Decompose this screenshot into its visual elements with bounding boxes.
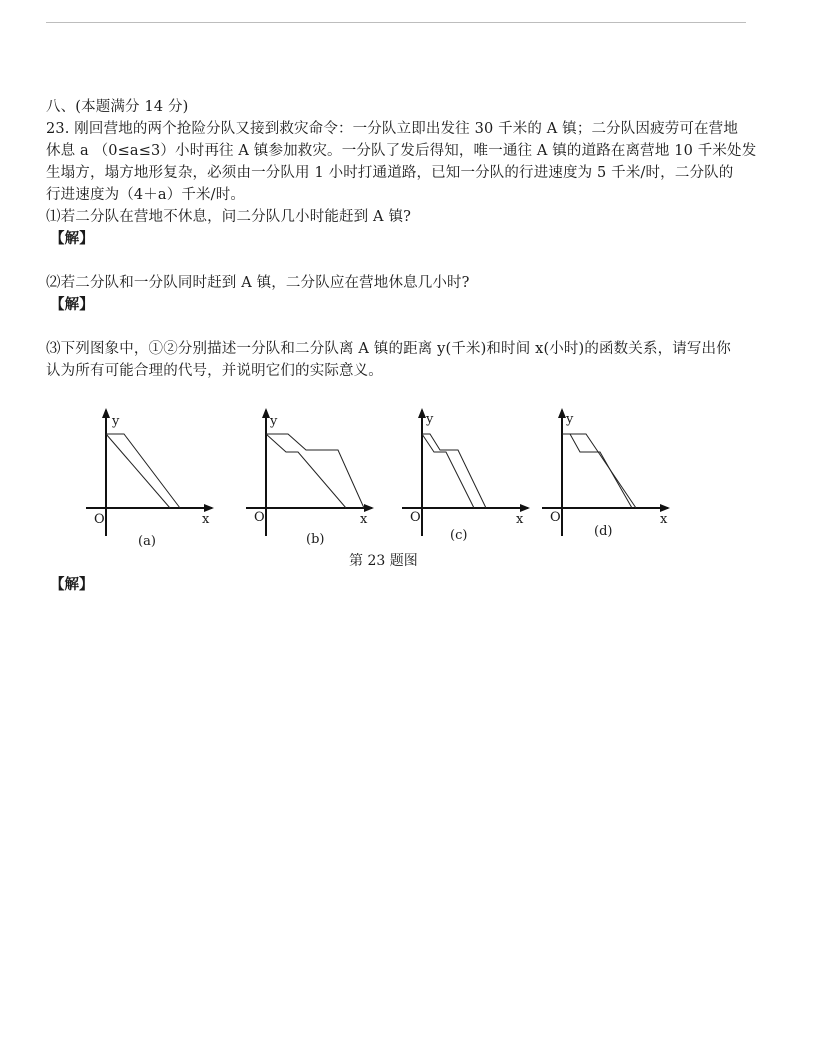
graph-a-line-2 (106, 434, 170, 508)
graph-b-caption: (b) (306, 532, 325, 547)
section-heading: 八、(本题满分 14 分) (46, 99, 189, 115)
graph-b-y-arrow (262, 408, 270, 418)
problem-line-3: 生塌方，塌方地形复杂，必须由一分队用 1 小时打通道路，已知一分队的行进速度为 5 千米/时，二分队的 (46, 165, 734, 181)
question-2: ⑵若二分队和一分队同时赶到 A 镇，二分队应在营地休息几小时? (46, 275, 470, 291)
graph-b-line-2 (266, 434, 346, 508)
graph-c-origin-label: O (410, 510, 421, 525)
graph-d-x-label: x (660, 512, 668, 527)
graph-a-y-arrow (102, 408, 110, 418)
graph-d-y-label: y (566, 412, 574, 427)
graph-c (396, 404, 536, 554)
graph-c-caption: (c) (450, 528, 468, 543)
graph-d-line-2 (562, 434, 636, 508)
graph-c-y-arrow (418, 408, 426, 418)
graph-b (240, 404, 380, 554)
question-1: ⑴若二分队在营地不休息，问二分队几小时能赶到 A 镇? (46, 209, 412, 225)
question-3-line-1: ⑶下列图象中，①②分别描述一分队和二分队离 A 镇的距离 y(千米)和时间 x(小时)的函数关系，请写出你 (46, 341, 731, 357)
graph-a-caption: (a) (138, 534, 156, 549)
graph-d-origin-label: O (550, 510, 561, 525)
problem-line-2: 休息 a （0≤a≤3）小时再往 A 镇参加救灾。一分队了发后得知，唯一通往 A 镇的道路在离营地 10 千米处发 (46, 143, 757, 159)
graph-a-x-arrow (204, 504, 214, 512)
problem-text (46, 96, 756, 382)
graph-d-x-arrow (660, 504, 670, 512)
graph-b-y-label: y (270, 414, 278, 429)
answer-label-1: 【解】 (50, 230, 94, 247)
graph-a-y-label: y (112, 414, 120, 429)
problem-line-1: 23. 刚回营地的两个抢险分队又接到救灾命令：一分队立即出发往 30 千米的 A 镇；二分队因疲劳可在营地 (46, 121, 738, 137)
graph-d-line-1 (562, 434, 632, 508)
answer-label-2: 【解】 (50, 296, 94, 313)
graph-d (536, 404, 676, 554)
problem-line-4: 行进速度为（4＋a）千米/时。 (46, 187, 246, 203)
graph-c-line-1 (422, 434, 486, 508)
graph-c-x-label: x (516, 512, 524, 527)
question-3-line-2: 认为所有可能合理的代号，并说明它们的实际意义。 (46, 363, 383, 379)
graph-a (80, 404, 220, 554)
final-answer-label: 【解】 (50, 576, 94, 593)
graph-b-line-1 (266, 434, 364, 508)
graph-a-svg (80, 404, 220, 554)
graph-a-line-1 (106, 434, 180, 508)
graph-b-x-label: x (360, 512, 368, 527)
figure-caption: 第 23 题图 (349, 553, 418, 569)
graph-b-x-arrow (364, 504, 374, 512)
header-rule (46, 22, 746, 23)
graph-b-origin-label: O (254, 510, 265, 525)
graph-c-x-arrow (520, 504, 530, 512)
graph-d-y-arrow (558, 408, 566, 418)
graph-a-x-label: x (202, 512, 210, 527)
graph-a-origin-label: O (94, 512, 105, 527)
function-graphs-figure (80, 404, 680, 554)
graph-c-line-2 (422, 434, 474, 508)
graph-c-y-label: y (426, 412, 434, 427)
graph-d-caption: (d) (594, 524, 613, 539)
